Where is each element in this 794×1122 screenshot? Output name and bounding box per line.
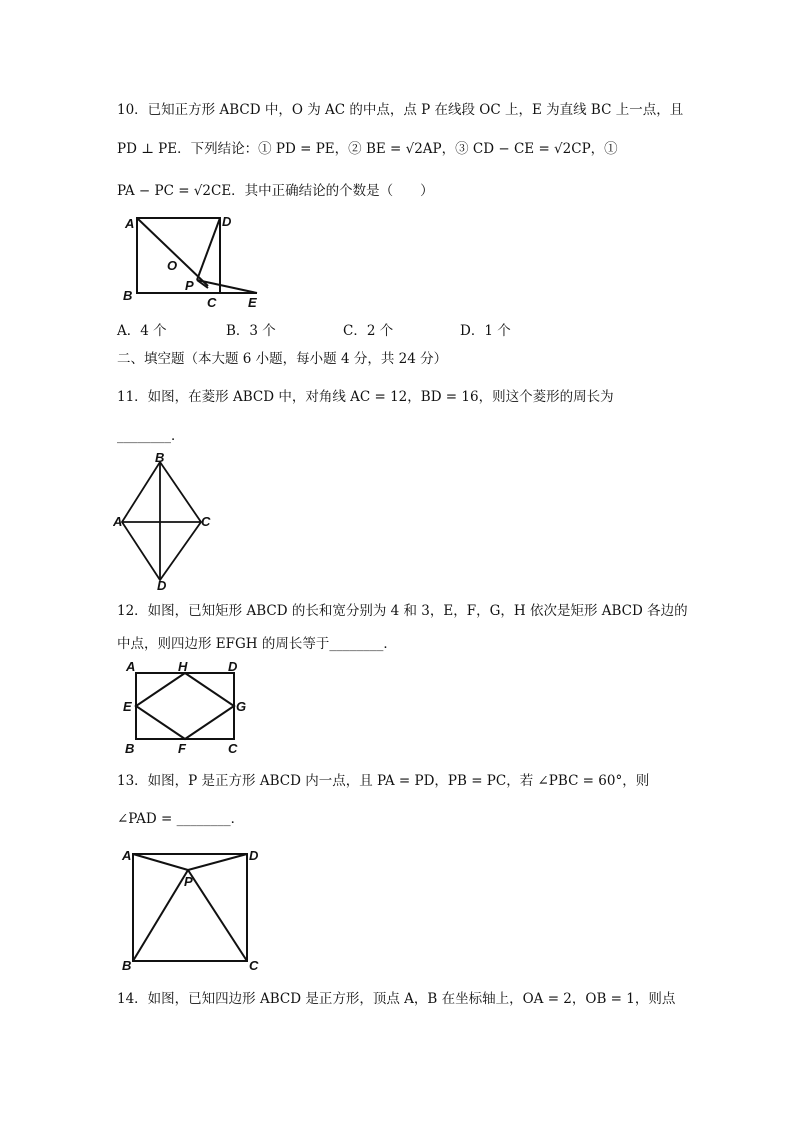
q11-rhombus-abcd xyxy=(122,462,201,580)
q12-label-g: G xyxy=(236,699,247,714)
q11-label-a: A xyxy=(113,514,123,529)
q12-figure xyxy=(120,657,250,757)
q13-label-a: A xyxy=(122,848,132,863)
q11-line-2: ________． xyxy=(117,428,185,444)
q13-segment-pd xyxy=(188,854,247,870)
q11-line-1: 11．如图，在菱形 ABCD 中，对角线 AC = 12，BD = 16，则这个菱形的周长为 xyxy=(117,389,614,405)
q11-figure xyxy=(113,452,213,592)
q10-figure xyxy=(115,208,295,314)
q13-figure xyxy=(116,840,266,972)
q13-line-1: 13．如图，P 是正方形 ABCD 内一点，且 PA = PD，PB = PC，若 ∠PBC = 60°，则 xyxy=(117,773,650,789)
q13-label-b: B xyxy=(122,958,132,972)
q10-line-2: PD ⊥ PE．下列结论：① PD = PE，② BE = √2AP，③ CD − CE = √2CP，① xyxy=(117,141,618,157)
q10-option-a: A．4 个 xyxy=(117,323,167,339)
q12-label-e: E xyxy=(123,699,132,714)
q10-option-c: C．2 个 xyxy=(343,323,394,339)
q13-segment-pb xyxy=(133,870,188,961)
q13-line-2: ∠PAD = ________． xyxy=(117,811,245,827)
q13-label-c: C xyxy=(249,958,259,972)
q13-segment-pc xyxy=(188,870,247,961)
q13-label-p: P xyxy=(184,874,193,889)
q11-label-d: D xyxy=(157,578,167,592)
section-2-heading: 二、填空题（本大题 6 小题，每小题 4 分，共 24 分） xyxy=(117,351,448,367)
q10-label-d: D xyxy=(222,214,232,229)
q12-rectangle-abcd xyxy=(136,673,234,739)
q10-diagonal-ac xyxy=(137,218,208,286)
q13-label-d: D xyxy=(249,848,259,863)
q12-label-b: B xyxy=(125,741,135,756)
q10-label-e: E xyxy=(248,295,257,310)
q10-label-b: B xyxy=(123,288,133,303)
q10-option-d: D．1 个 xyxy=(460,323,511,339)
q10-label-a: A xyxy=(125,216,135,231)
q12-label-d: D xyxy=(228,659,238,674)
q10-line-3: PA − PC = √2CE．其中正确结论的个数是（ ） xyxy=(117,183,434,199)
q12-label-f: F xyxy=(178,741,186,756)
q12-line-2: 中点，则四边形 EFGH 的周长等于________． xyxy=(117,636,397,652)
q12-line-1: 12．如图，已知矩形 ABCD 的长和宽分别为 4 和 3，E，F，G，H 依次是矩形 ABCD 各边的 xyxy=(117,603,688,619)
q10-option-b: B．3 个 xyxy=(226,323,276,339)
q12-label-c: C xyxy=(228,741,238,756)
q12-label-a: A xyxy=(126,659,136,674)
q10-segment-pd xyxy=(197,218,220,280)
q12-quadrilateral-efgh xyxy=(136,673,234,739)
q10-label-p: P xyxy=(185,278,194,293)
q11-label-c: C xyxy=(201,514,211,529)
q12-label-h: H xyxy=(178,659,188,674)
q10-label-c: C xyxy=(207,295,217,310)
q14-line-1: 14．如图，已知四边形 ABCD 是正方形，顶点 A，B 在坐标轴上，OA = 2，OB = 1，则点 xyxy=(117,991,676,1007)
q13-segment-pa xyxy=(133,854,188,870)
q11-label-b: B xyxy=(155,452,165,465)
q10-line-1: 10．已知正方形 ABCD 中，O 为 AC 的中点，点 P 在线段 OC 上，E 为直线 BC 上一点，且 xyxy=(117,102,684,118)
q10-label-o: O xyxy=(167,258,178,273)
